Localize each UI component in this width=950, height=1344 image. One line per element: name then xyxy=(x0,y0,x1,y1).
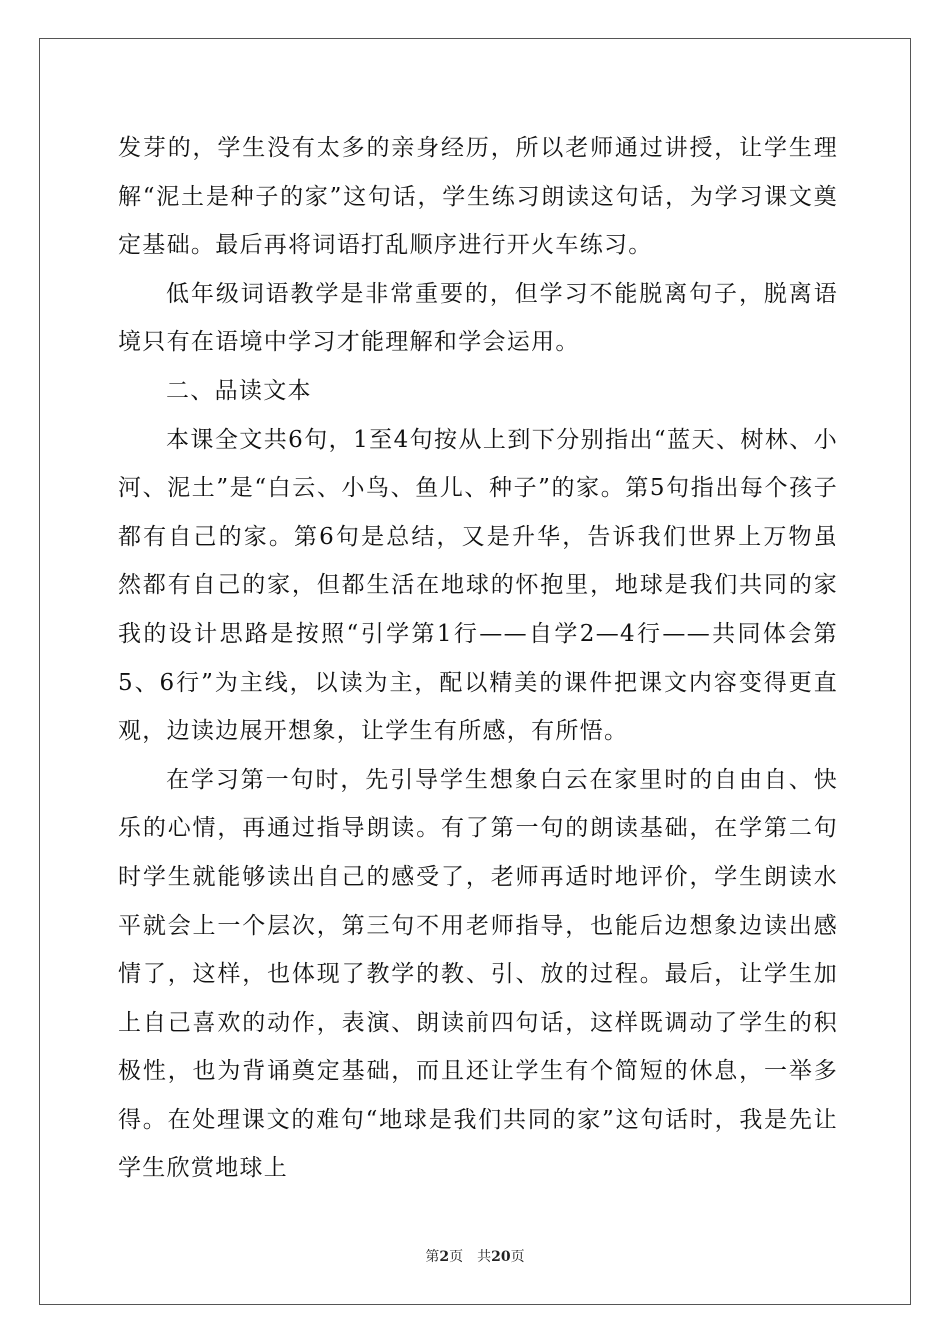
total-page-count: 20 xyxy=(491,1249,511,1265)
footer-page-suffix: 页 xyxy=(449,1249,464,1265)
section-heading: 二、品读文本 xyxy=(166,377,312,404)
footer-total-prefix: 共 xyxy=(477,1249,492,1265)
paragraph-3: 本课全文共6句，1至4句按从上到下分别指出“蓝天、树林、小河、泥土”是“白云、小鸟、鱼儿、种子”的家。第5句指出每个孩子都有自己的家。第6句是总结，又是升华，告诉我们世界上万物虽然都有自己的家，但都生活在地球的怀抱里，地球是我们共同的家我的设计思路是按照“引学第1行——自学2—4行——共同体会第5、6行”为主线，以读为主，配以精美的课件把课文内容变得更直观，边读边展开想象，让学生有所感，有所悟。 xyxy=(118,426,838,745)
document-body xyxy=(118,124,838,1193)
paragraph-1: 发芽的，学生没有太多的亲身经历，所以老师通过讲授，让学生理解“泥土是种子的家”这句话，学生练习朗读这句话，为学习课文奠定基础。最后再将词语打乱顺序进行开火车练习。 xyxy=(118,135,838,259)
footer-total-suffix: 页 xyxy=(510,1249,525,1265)
paragraph-4: 在学习第一句时，先引导学生想象白云在家里时的自由自、快乐的心情，再通过指导朗读。有了第一句的朗读基础，在学第二句时学生就能够读出自己的感受了，老师再适时地评价，学生朗读水平就会上一个层次，第三句不用老师指导，也能后边想象边读出感情了，这样，也体现了教学的教、引、放的过程。最后，让学生加上自己喜欢的动作，表演、朗读前四句话，这样既调动了学生的积极性，也为背诵奠定基础，而且还让学生有个简短的休息，一举多得。在处理课文的难句“地球是我们共同的家”这句话时，我是先让学生欣赏地球上 xyxy=(118,766,838,1182)
page-number-footer xyxy=(0,1248,950,1266)
current-page-number: 2 xyxy=(439,1249,450,1265)
paragraph-2: 低年级词语教学是非常重要的，但学习不能脱离句子，脱离语境只有在语境中学习才能理解和学会运用。 xyxy=(118,280,838,356)
footer-prefix: 第 xyxy=(425,1249,440,1265)
